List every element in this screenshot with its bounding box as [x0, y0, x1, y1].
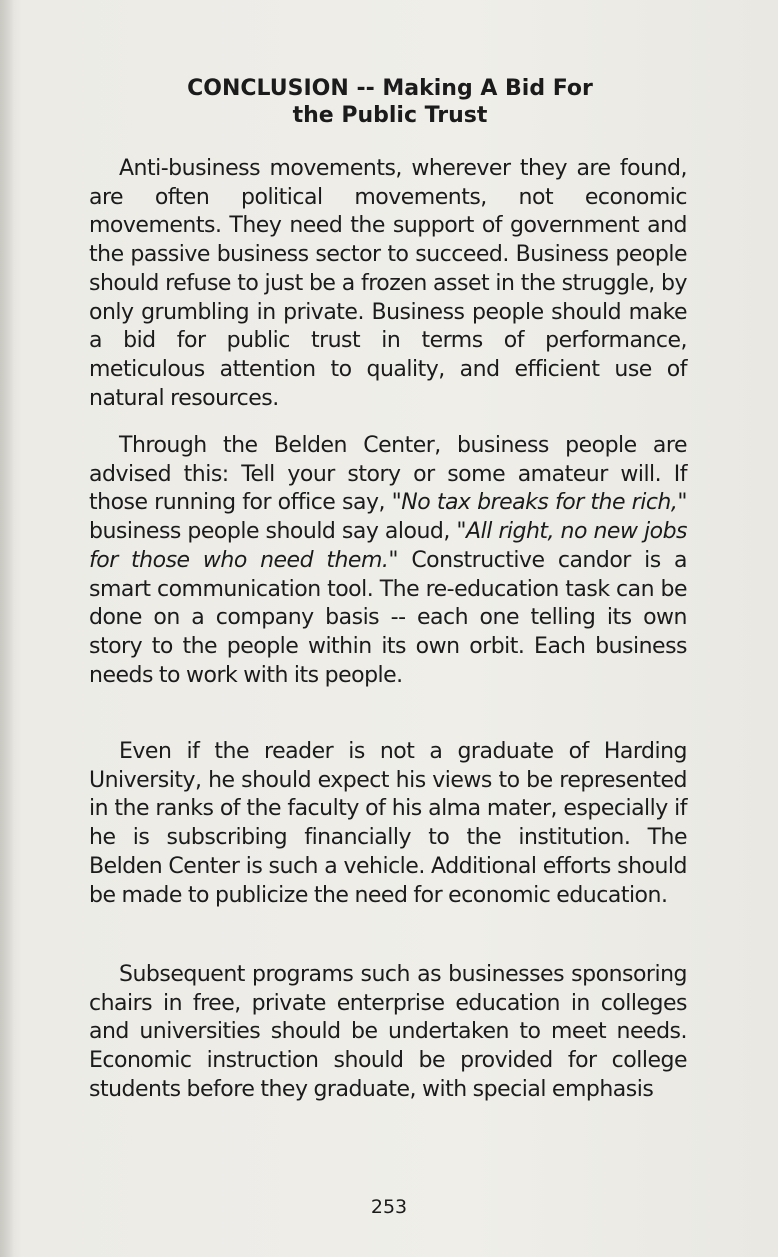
paragraph-1: Anti-business movements, wherever they are found, are often political movements, not economic movements. They need the support of government and the passive business sector to succeed. Business people should refuse to just be a frozen asset in the struggle, by only grumbling in private. Business people should make a bid for public trust in terms of performance, meticulous attention to quality, and efficient use of natural resources. [89, 156, 687, 411]
quote-no-tax-breaks: "No tax breaks for the rich," [391, 490, 687, 516]
chapter-heading [120, 75, 660, 129]
paragraph-2-middle: business people should say aloud, [89, 519, 457, 545]
heading-line-2: the Public Trust [292, 103, 488, 128]
page-number: 253 [370, 1196, 408, 1218]
spine-shadow [0, 0, 14, 1257]
heading-line-1: CONCLUSION -- Making A Bid For [187, 76, 593, 101]
paragraph-2-end: Constructive candor is a smart communication tool. The re-education task can be done on a company basis -- each one telling its own story to the people within its own orbit. Each business needs to work with its people. [89, 547, 687, 688]
paragraph-3: Even if the reader is not a graduate of Harding University, he should expect his views to be represented in the ranks of the faculty of his alma mater, especially if he is subscribing financially to the institution. The Belden Center is such a vehicle. Additional efforts should be made to publicize the need for economic education. [89, 739, 687, 908]
quote-all-right: "All right, no new jobs for those who need them." [89, 519, 687, 573]
paragraph-4: Subsequent programs such as businesses sponsoring chairs in free, private enterprise education in colleges and universities should be undertaken to meet needs. Economic instruction should be provided for college students before they graduate, with special emphasis [89, 962, 687, 1102]
paragraph-2 [89, 432, 687, 690]
paragraph-2-intro: Through the Belden Center, business people are advised this: Tell your story or some amateur will. If those running for office say, [89, 433, 687, 516]
